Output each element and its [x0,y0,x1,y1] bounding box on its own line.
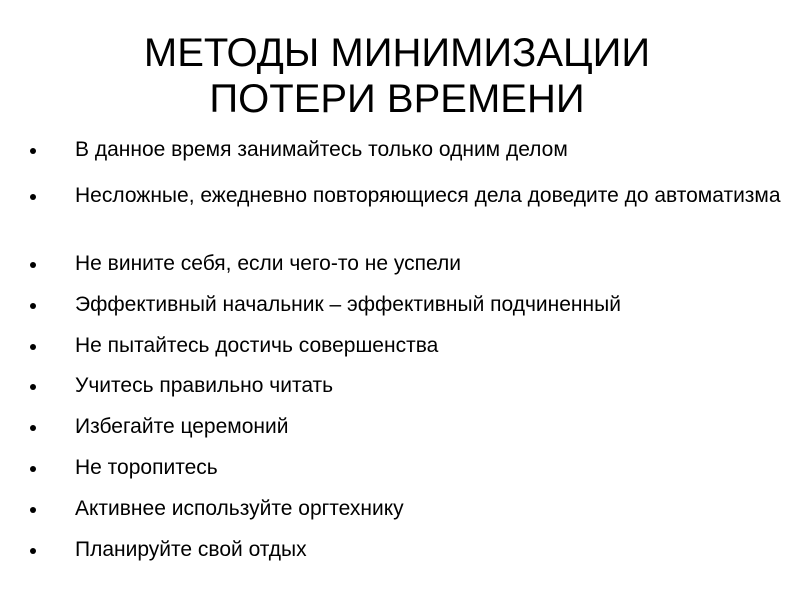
bullet-text: Учитесь правильно читать [75,374,334,397]
bullet-item [30,497,794,521]
bullet-item [30,456,794,480]
bullet-dot-icon [30,194,36,200]
bullet-text: Не вините себя, если чего-то не успели [75,252,461,275]
bullet-item [30,374,794,398]
bullet-dot-icon [30,466,36,472]
bullet-text: В данное время занимайтесь только одним делом [75,138,568,161]
bullet-text: Несложные, ежедневно повторяющиеся дела доведите до автоматизма [75,184,781,207]
bullet-dot-icon [30,507,36,513]
bullet-dot-icon [30,262,36,268]
bullet-text: Планируйте свой отдых [75,538,307,561]
bullet-dot-icon [30,148,36,154]
bullet-text: Не пытайтесь достичь совершенства [75,334,439,357]
bullet-text: Эффективный начальник – эффективный подчиненный [75,293,621,316]
bullet-item [30,334,794,358]
bullet-item [30,184,794,208]
bullet-dot-icon [30,303,36,309]
bullet-item [30,252,794,276]
bullet-item [30,415,794,439]
bullet-dot-icon [30,425,36,431]
bullet-dot-icon [30,548,36,554]
bullet-dot-icon [30,344,36,350]
bullet-text: Избегайте церемоний [75,415,289,438]
slide-title [0,30,794,122]
bullet-item [30,138,794,162]
bullet-item [30,293,794,317]
bullet-text: Не торопитесь [75,456,218,479]
slide-title-line-1: МЕТОДЫ МИНИМИЗАЦИИ [143,31,651,75]
bullet-dot-icon [30,384,36,390]
slide-title-line-2: ПОТЕРИ ВРЕМЕНИ [209,77,585,121]
bullet-item [30,538,794,562]
bullet-text: Активнее используйте оргтехнику [75,497,404,520]
